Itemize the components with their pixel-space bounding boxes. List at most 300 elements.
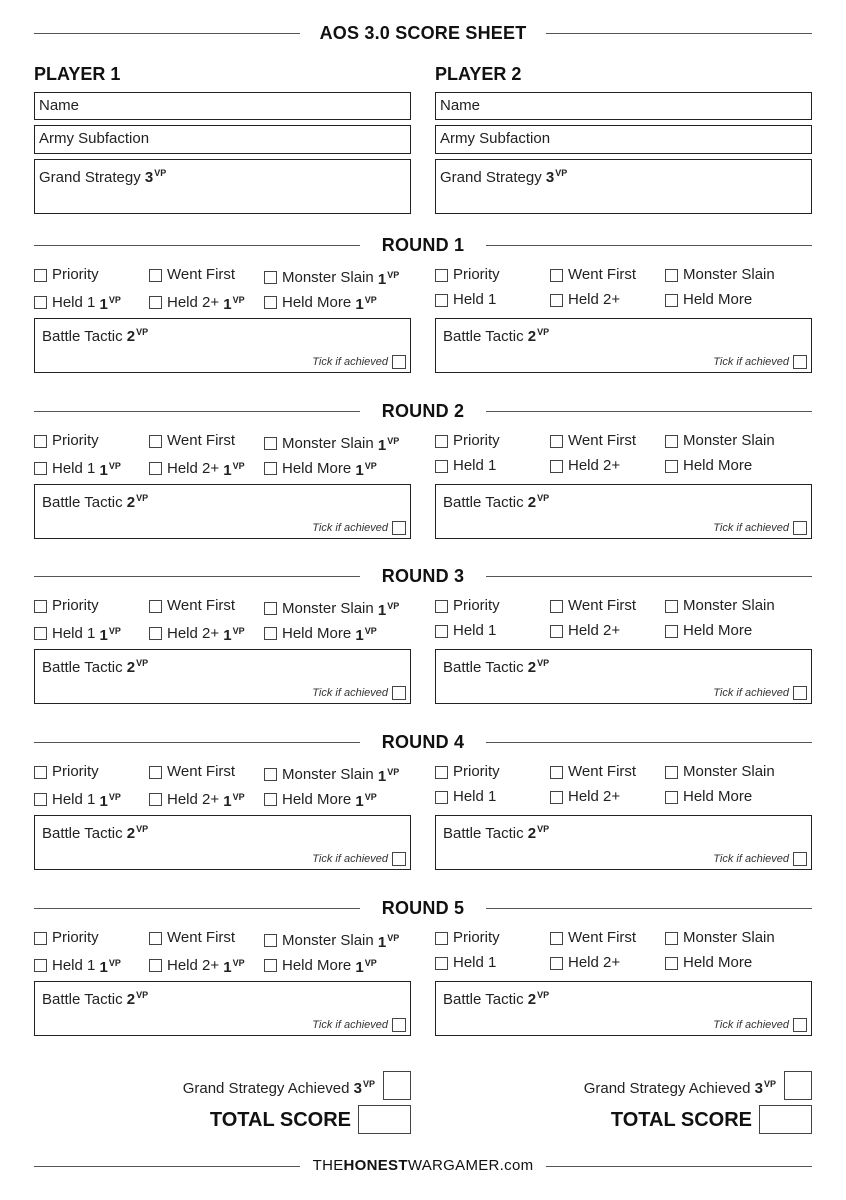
checkbox-box[interactable] (149, 462, 162, 475)
checkbox-went-first[interactable] (550, 267, 636, 283)
checkbox-monster-slain[interactable] (264, 764, 399, 785)
vp-value: 1 (99, 462, 108, 479)
checkbox-box[interactable] (149, 296, 162, 309)
tick-if-achieved[interactable] (713, 686, 807, 700)
vp-value: 1 (99, 959, 108, 976)
checkbox-held-2[interactable] (149, 789, 245, 810)
battle-tactic-field[interactable] (435, 318, 812, 373)
vp-unit: VP (232, 958, 245, 968)
vp-badge (528, 328, 549, 345)
checkbox-label: Held 2+ (167, 293, 220, 311)
vp-unit: VP (232, 461, 245, 471)
checkbox-priority[interactable] (435, 598, 500, 614)
checkbox-held-1[interactable] (435, 623, 496, 639)
checkbox-box[interactable] (665, 269, 678, 282)
checkbox-box[interactable] (34, 269, 47, 282)
checkbox-label: Monster Slain (683, 763, 775, 780)
vp-badge (378, 267, 399, 288)
tick-checkbox[interactable] (793, 852, 807, 866)
checkbox-box[interactable] (550, 625, 563, 638)
checkbox-priority[interactable] (34, 930, 99, 946)
checkbox-held-more[interactable] (264, 789, 377, 810)
checkbox-priority[interactable] (34, 598, 99, 614)
checkbox-box[interactable] (264, 602, 277, 615)
tick-if-achieved[interactable] (713, 355, 807, 369)
checkbox-label: Held 1 (52, 459, 96, 477)
vp-value: 1 (355, 296, 364, 313)
checkbox-box[interactable] (435, 294, 448, 307)
battle-tactic-label (443, 820, 549, 843)
checkbox-label: Monster Slain (282, 434, 374, 452)
vp-unit: VP (537, 658, 550, 668)
vp-badge (355, 292, 376, 313)
checkbox-box[interactable] (550, 932, 563, 945)
player-title: PLAYER 1 (34, 64, 121, 84)
checkbox-priority[interactable] (435, 764, 500, 780)
checkbox-box[interactable] (550, 766, 563, 779)
checkbox-held-2[interactable] (149, 458, 245, 479)
tick-checkbox[interactable] (793, 686, 807, 700)
battle-tactic-text: Battle Tactic (42, 659, 123, 676)
checkbox-went-first[interactable] (550, 930, 636, 946)
grand-strategy-achieved-text: Grand Strategy Achieved (182, 1080, 350, 1097)
checkbox-label: Held 1 (52, 956, 96, 974)
checkbox-box[interactable] (149, 959, 162, 972)
vp-unit: VP (387, 436, 400, 446)
battle-tactic-text: Battle Tactic (443, 659, 524, 676)
checkbox-held-more[interactable] (665, 623, 752, 639)
grand-strategy-achieved-text: Grand Strategy Achieved (583, 1080, 751, 1097)
vp-badge (755, 1080, 776, 1097)
checkbox-label: Monster Slain (282, 931, 374, 949)
battle-tactic-field[interactable] (435, 815, 812, 870)
vp-value: 2 (126, 991, 136, 1008)
checkbox-box[interactable] (550, 460, 563, 473)
vp-unit: VP (537, 493, 550, 503)
tick-checkbox[interactable] (392, 355, 406, 369)
army-subfaction-field[interactable] (435, 125, 812, 154)
vp-badge (100, 292, 121, 313)
vp-unit: VP (232, 626, 245, 636)
checkbox-held-more[interactable] (665, 955, 752, 971)
checkbox-priority[interactable] (435, 433, 500, 449)
checkbox-box[interactable] (435, 269, 448, 282)
checkbox-box[interactable] (435, 791, 448, 804)
battle-tactic-field[interactable] (34, 815, 411, 870)
vp-badge (355, 623, 376, 644)
checkbox-monster-slain[interactable] (665, 930, 775, 946)
checkbox-box[interactable] (34, 600, 47, 613)
vp-unit: VP (364, 958, 377, 968)
checkbox-box[interactable] (435, 932, 448, 945)
vp-value: 2 (126, 328, 136, 345)
checkbox-label: Priority (52, 597, 99, 614)
checkbox-held-2[interactable] (550, 623, 620, 639)
vp-value: 1 (223, 793, 232, 810)
vp-value: 2 (527, 991, 537, 1008)
checkbox-held-more[interactable] (264, 955, 377, 976)
checkbox-box[interactable] (149, 435, 162, 448)
vp-value: 1 (99, 296, 108, 313)
vp-value: 2 (527, 328, 537, 345)
checkbox-label: Monster Slain (683, 929, 775, 946)
vp-badge (223, 458, 244, 479)
checkbox-label: Held 2+ (568, 457, 621, 474)
checkbox-label: Held More (683, 622, 753, 639)
checkbox-box[interactable] (435, 460, 448, 473)
vp-value: 1 (99, 793, 108, 810)
checkbox-label: Held 1 (52, 624, 96, 642)
checkbox-went-first[interactable] (550, 433, 636, 449)
checkbox-went-first[interactable] (149, 433, 235, 449)
vp-badge (528, 825, 549, 842)
vp-value: 2 (126, 825, 136, 842)
vp-unit: VP (537, 824, 550, 834)
round-heading: ROUND 1 (381, 235, 465, 255)
tick-checkbox[interactable] (392, 852, 406, 866)
vp-badge (355, 458, 376, 479)
checkbox-priority[interactable] (34, 267, 99, 283)
checkbox-monster-slain[interactable] (264, 598, 399, 619)
tick-checkbox[interactable] (392, 1018, 406, 1032)
checkbox-monster-slain[interactable] (665, 764, 775, 780)
checkbox-monster-slain[interactable] (264, 433, 399, 454)
vp-badge (100, 789, 121, 810)
checkbox-box[interactable] (149, 269, 162, 282)
checkbox-box[interactable] (149, 793, 162, 806)
checkbox-box[interactable] (34, 959, 47, 972)
vp-unit: VP (763, 1079, 776, 1089)
tick-if-achieved[interactable] (312, 355, 406, 369)
vp-value: 1 (99, 627, 108, 644)
vp-unit: VP (362, 1079, 375, 1089)
checkbox-label: Held 2+ (568, 954, 621, 971)
battle-tactic-label (42, 323, 148, 346)
checkbox-went-first[interactable] (149, 930, 235, 946)
grand-strategy-field[interactable] (34, 159, 411, 214)
battle-tactic-text: Battle Tactic (42, 494, 123, 511)
checkbox-priority[interactable] (34, 764, 99, 780)
battle-tactic-field[interactable] (34, 649, 411, 704)
tick-checkbox[interactable] (793, 1018, 807, 1032)
checkbox-box[interactable] (435, 435, 448, 448)
vp-badge (127, 494, 148, 511)
vp-unit: VP (537, 327, 550, 337)
tick-if-achieved[interactable] (312, 521, 406, 535)
checkbox-label: Went First (167, 597, 236, 614)
vp-badge (100, 458, 121, 479)
vp-badge (378, 598, 399, 619)
checkbox-label: Went First (167, 266, 236, 283)
tick-checkbox[interactable] (793, 521, 807, 535)
checkbox-box[interactable] (665, 932, 678, 945)
checkbox-box[interactable] (665, 766, 678, 779)
vp-unit: VP (108, 461, 121, 471)
round-heading: ROUND 3 (381, 566, 465, 586)
battle-tactic-text: Battle Tactic (42, 328, 123, 345)
checkbox-box[interactable] (550, 269, 563, 282)
checkbox-label: Went First (568, 763, 637, 780)
checkbox-box[interactable] (34, 766, 47, 779)
checkbox-box[interactable] (665, 435, 678, 448)
battle-tactic-field[interactable] (435, 981, 812, 1036)
grand-strategy-field[interactable] (435, 159, 812, 214)
tick-if-achieved[interactable] (713, 1018, 807, 1032)
checkbox-box[interactable] (264, 271, 277, 284)
checkbox-box[interactable] (34, 627, 47, 640)
checkbox-held-1[interactable] (34, 789, 121, 810)
vp-badge (100, 623, 121, 644)
checkbox-box[interactable] (665, 600, 678, 613)
vp-badge (546, 169, 567, 186)
checkbox-label: Went First (568, 432, 637, 449)
vp-unit: VP (136, 327, 149, 337)
checkbox-box[interactable] (264, 768, 277, 781)
round-rule-right (486, 576, 812, 577)
checkbox-held-1[interactable] (34, 955, 121, 976)
checkbox-label: Held 1 (453, 788, 497, 805)
tick-checkbox[interactable] (793, 355, 807, 369)
total-score-field[interactable] (759, 1105, 812, 1134)
checkbox-held-more[interactable] (665, 458, 752, 474)
checkbox-priority[interactable] (435, 930, 500, 946)
vp-badge (378, 433, 399, 454)
round-rule-right (486, 411, 812, 412)
checkbox-held-2[interactable] (550, 789, 620, 805)
vp-value: 3 (754, 1080, 763, 1097)
vp-value: 3 (353, 1080, 362, 1097)
tick-label: Tick if achieved (713, 1019, 789, 1031)
battle-tactic-label (443, 323, 549, 346)
checkbox-box[interactable] (34, 435, 47, 448)
vp-unit: VP (136, 824, 149, 834)
tick-checkbox[interactable] (392, 521, 406, 535)
tick-label: Tick if achieved (312, 356, 388, 368)
name-label: Name (440, 97, 481, 114)
round-heading: ROUND 5 (381, 898, 465, 918)
checkbox-went-first[interactable] (149, 267, 235, 283)
checkbox-label: Held 1 (453, 291, 497, 308)
vp-value: 1 (223, 627, 232, 644)
checkbox-label: Held More (282, 293, 352, 311)
vp-badge (127, 328, 148, 345)
checkbox-held-2[interactable] (550, 955, 620, 971)
checkbox-box[interactable] (264, 959, 277, 972)
vp-value: 1 (377, 437, 387, 454)
total-score-field[interactable] (358, 1105, 411, 1134)
checkbox-box[interactable] (264, 627, 277, 640)
checkbox-box[interactable] (435, 600, 448, 613)
checkbox-box[interactable] (665, 625, 678, 638)
vp-value: 1 (223, 959, 232, 976)
tick-if-achieved[interactable] (312, 1018, 406, 1032)
checkbox-box[interactable] (264, 437, 277, 450)
checkbox-label: Monster Slain (683, 432, 775, 449)
checkbox-label: Priority (453, 597, 500, 614)
checkbox-label: Monster Slain (683, 597, 775, 614)
checkbox-label: Held 2+ (167, 790, 220, 808)
checkbox-held-2[interactable] (149, 292, 245, 313)
tick-checkbox[interactable] (392, 686, 406, 700)
tick-if-achieved[interactable] (312, 686, 406, 700)
checkbox-box[interactable] (435, 766, 448, 779)
checkbox-held-1[interactable] (435, 955, 496, 971)
checkbox-box[interactable] (34, 932, 47, 945)
checkbox-label: Priority (453, 432, 500, 449)
checkbox-box[interactable] (149, 627, 162, 640)
checkbox-held-1[interactable] (435, 292, 496, 308)
vp-unit: VP (555, 168, 568, 178)
battle-tactic-field[interactable] (34, 318, 411, 373)
checkbox-box[interactable] (149, 932, 162, 945)
checkbox-monster-slain[interactable] (665, 433, 775, 449)
checkbox-held-2[interactable] (149, 955, 245, 976)
battle-tactic-text: Battle Tactic (443, 328, 524, 345)
checkbox-box[interactable] (435, 625, 448, 638)
vp-badge (145, 169, 166, 186)
tick-if-achieved[interactable] (312, 852, 406, 866)
name-field[interactable] (435, 92, 812, 120)
vp-value: 1 (223, 296, 232, 313)
footer-brand-post: WARGAMER (407, 1157, 500, 1174)
checkbox-label: Went First (167, 763, 236, 780)
tick-label: Tick if achieved (713, 853, 789, 865)
vp-value: 1 (355, 462, 364, 479)
checkbox-went-first[interactable] (550, 598, 636, 614)
checkbox-box[interactable] (550, 294, 563, 307)
checkbox-held-2[interactable] (550, 292, 620, 308)
checkbox-box[interactable] (34, 793, 47, 806)
checkbox-held-1[interactable] (34, 458, 121, 479)
checkbox-box[interactable] (550, 435, 563, 448)
checkbox-held-more[interactable] (264, 458, 377, 479)
checkbox-priority[interactable] (34, 433, 99, 449)
vp-value: 1 (355, 627, 364, 644)
vp-badge (378, 930, 399, 951)
vp-badge (127, 991, 148, 1008)
name-field[interactable] (34, 92, 411, 120)
vp-badge (223, 955, 244, 976)
checkbox-held-more[interactable] (665, 292, 752, 308)
checkbox-held-more[interactable] (264, 292, 377, 313)
checkbox-label: Held More (282, 956, 352, 974)
vp-badge (355, 789, 376, 810)
battle-tactic-label (443, 986, 549, 1009)
checkbox-box[interactable] (665, 791, 678, 804)
checkbox-priority[interactable] (435, 267, 500, 283)
name-label: Name (39, 97, 80, 114)
battle-tactic-label (42, 654, 148, 677)
checkbox-box[interactable] (550, 791, 563, 804)
checkbox-went-first[interactable] (149, 598, 235, 614)
checkbox-box[interactable] (149, 766, 162, 779)
checkbox-monster-slain[interactable] (264, 930, 399, 951)
checkbox-held-1[interactable] (34, 623, 121, 644)
checkbox-label: Held 2+ (167, 459, 220, 477)
vp-badge (528, 494, 549, 511)
checkbox-box[interactable] (34, 296, 47, 309)
vp-value: 1 (377, 271, 387, 288)
checkbox-label: Monster Slain (282, 765, 374, 783)
army-subfaction-field[interactable] (34, 125, 411, 154)
battle-tactic-field[interactable] (435, 649, 812, 704)
checkbox-held-2[interactable] (149, 623, 245, 644)
vp-value: 2 (527, 659, 537, 676)
checkbox-label: Held More (282, 624, 352, 642)
checkbox-monster-slain[interactable] (665, 267, 775, 283)
tick-if-achieved[interactable] (713, 852, 807, 866)
checkbox-label: Priority (453, 763, 500, 780)
grand-strategy-achieved-checkbox[interactable] (784, 1071, 812, 1100)
checkbox-label: Priority (453, 929, 500, 946)
checkbox-label: Monster Slain (282, 599, 374, 617)
checkbox-box[interactable] (264, 296, 277, 309)
vp-value: 3 (144, 169, 154, 186)
checkbox-box[interactable] (550, 957, 563, 970)
grand-strategy-label: Grand Strategy (39, 169, 141, 186)
checkbox-label: Held 2+ (568, 788, 621, 805)
tick-label: Tick if achieved (713, 687, 789, 699)
checkbox-label: Went First (167, 929, 236, 946)
checkbox-box[interactable] (665, 957, 678, 970)
checkbox-label: Held 2+ (568, 291, 621, 308)
checkbox-held-1[interactable] (34, 292, 121, 313)
checkbox-box[interactable] (435, 957, 448, 970)
checkbox-label: Priority (453, 266, 500, 283)
tick-if-achieved[interactable] (713, 521, 807, 535)
battle-tactic-field[interactable] (435, 484, 812, 539)
vp-value: 1 (377, 934, 387, 951)
checkbox-label: Went First (568, 929, 637, 946)
checkbox-box[interactable] (665, 294, 678, 307)
vp-badge (354, 1080, 375, 1097)
checkbox-held-1[interactable] (435, 789, 496, 805)
vp-unit: VP (364, 461, 377, 471)
tick-label: Tick if achieved (312, 1019, 388, 1031)
checkbox-label: Went First (568, 266, 637, 283)
checkbox-box[interactable] (550, 600, 563, 613)
battle-tactic-field[interactable] (34, 981, 411, 1036)
checkbox-held-more[interactable] (264, 623, 377, 644)
checkbox-held-more[interactable] (665, 789, 752, 805)
checkbox-box[interactable] (34, 462, 47, 475)
vp-unit: VP (537, 990, 550, 1000)
vp-badge (378, 764, 399, 785)
checkbox-went-first[interactable] (550, 764, 636, 780)
checkbox-label: Held More (683, 954, 753, 971)
checkbox-held-2[interactable] (550, 458, 620, 474)
battle-tactic-text: Battle Tactic (42, 991, 123, 1008)
checkbox-held-1[interactable] (435, 458, 496, 474)
checkbox-label: Monster Slain (683, 266, 775, 283)
checkbox-box[interactable] (264, 793, 277, 806)
battle-tactic-field[interactable] (34, 484, 411, 539)
grand-strategy-achieved-checkbox[interactable] (383, 1071, 411, 1100)
vp-value: 1 (223, 462, 232, 479)
checkbox-box[interactable] (665, 460, 678, 473)
checkbox-went-first[interactable] (149, 764, 235, 780)
checkbox-box[interactable] (264, 462, 277, 475)
checkbox-label: Held 2+ (167, 956, 220, 974)
checkbox-box[interactable] (149, 600, 162, 613)
footer-brand-suffix: .com (499, 1157, 534, 1174)
vp-unit: VP (387, 270, 400, 280)
checkbox-monster-slain[interactable] (665, 598, 775, 614)
checkbox-monster-slain[interactable] (264, 267, 399, 288)
vp-unit: VP (108, 295, 121, 305)
round-rule-right (486, 908, 812, 909)
checkbox-box[interactable] (264, 934, 277, 947)
